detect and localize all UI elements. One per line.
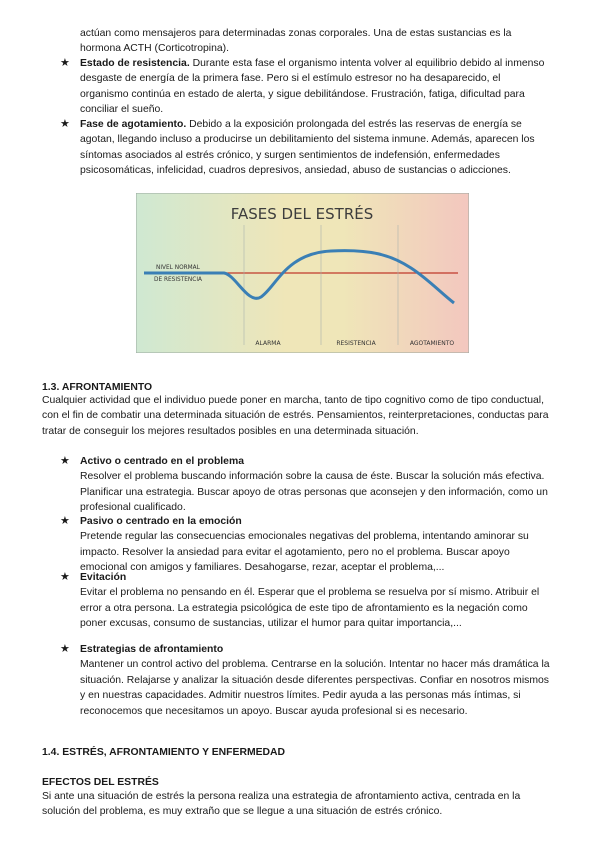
item-title: Pasivo o centrado en la emoción xyxy=(80,516,242,527)
item-text: Resolver el problema buscando información sobre la causa de éste. Buscar la solución más efectiva. Planificar una estrategia. Buscar apoyo de otras personas que aconsejen y den información, como un profesional cualificado. xyxy=(80,471,548,514)
diagram-title: FASES DEL ESTRÉS xyxy=(230,205,374,223)
efectos-paragraph: Si ante una situación de estrés la persona realiza una estrategia de afrontamiento activa, centrada en la solución del problema, es muy extraño que se llegue a una situación de estrés crónico. xyxy=(42,791,521,818)
item-title: Activo o centrado en el problema xyxy=(80,456,244,467)
star-bullet-icon: ★ xyxy=(60,571,70,583)
phase-title: Estado de resistencia. xyxy=(80,58,190,69)
item-title: Evitación xyxy=(80,572,127,583)
afrontamiento-item-evitacion xyxy=(60,570,550,632)
phase-label-resistencia: RESISTENCIA xyxy=(336,340,376,347)
star-bullet-icon: ★ xyxy=(60,643,70,655)
item-text: Mantener un control activo del problema. Centrarse en la solución. Intentar no hacer más dramática la situación. Relajarse y analizar la situación desde diferentes perspectivas. Confiar en nosotros mismos y en nuestras capacidades. Admitir nuestros límites. Pedir ayuda a las personas más íntimas, si reconocemos que necesitamos un apoyo. Buscar ayuda profesional si es necesario. xyxy=(80,659,550,717)
afrontamiento-item-activo xyxy=(60,454,550,516)
phase-item-resistencia xyxy=(60,56,550,118)
baseline-label-2: DE RESISTENCIA xyxy=(154,277,202,283)
phase-title: Fase de agotamiento. xyxy=(80,119,187,130)
phase-text: Durante esta fase el organismo intenta volver al equilibrio debido al inmenso desgaste de energía de la primera fase. Pero si el estímulo estresor no ha desaparecido, el organismo continúa en estado de alerta, y sigue debilitándose. Frustración, fatiga, dificultad para conciliar el sueño. xyxy=(80,58,545,116)
afrontamiento-item-estrategias xyxy=(60,642,550,719)
afrontamiento-intro: Cualquier actividad que el individuo puede poner en marcha, tanto de tipo cognitivo como de tipo conductual, con el fin de combatir una determinada situación de estrés. Pensamientos, reinterpretaciones, conductas para tratar de conseguir los mejores resultados posibles en una determinada situación. xyxy=(42,395,549,437)
star-bullet-icon: ★ xyxy=(60,515,70,527)
phase-label-agotamiento: AGOTAMIENTO xyxy=(409,340,455,347)
afrontamiento-item-pasivo xyxy=(60,514,550,576)
item-title: Estrategias de afrontamiento xyxy=(80,644,224,655)
section-heading-estres-afrontamiento-enfermedad: 1.4. ESTRÉS, AFRONTAMIENTO Y ENFERMEDAD xyxy=(42,747,286,758)
phase-item-agotamiento xyxy=(60,117,550,179)
section-heading-afrontamiento: 1.3. AFRONTAMIENTO xyxy=(42,382,153,393)
stress-phases-diagram xyxy=(136,193,469,353)
baseline-label-1: NIVEL NORMAL xyxy=(156,265,200,271)
star-bullet-icon: ★ xyxy=(60,118,70,130)
phase-label-alarma: ALARMA xyxy=(255,340,281,347)
intro-continuation: actúan como mensajeros para determinadas zonas corporales. Una de estas sustancias es la hormona ACTH (Corticotropina). xyxy=(80,28,512,55)
subheading-efectos-del-estres: EFECTOS DEL ESTRÉS xyxy=(42,777,159,788)
item-text: Pretende regular las consecuencias emocionales negativas del problema, intentando aminorar su impacto. Resolver la ansiedad para evitar el agotamiento, pero no el problema. Buscar apoyo emocional con amigos y familiares. Desahogarse, rezar, aceptar el problema,... xyxy=(80,531,529,574)
star-bullet-icon: ★ xyxy=(60,455,70,467)
stress-phases-svg xyxy=(136,193,469,353)
phase-text: Debido a la exposición prolongada del estrés las reservas de energía se agotan, llegando incluso a producirse un debilitamiento del sistema inmune. Además, aparecen los síntomas asociados al estrés crónico, y surgen sentimientos de indefensión, enfermedades psicosomáticas, infelicidad, cuadros depresivos, ansiedad, abuso de sustancias o adicciones. xyxy=(80,119,535,177)
item-text: Evitar el problema no pensando en él. Esperar que el problema se resuelva por sí mismo. Atribuir el error a otra persona. La estrategia psicológica de este tipo de afrontamiento es la negación como poner excusas, consumo de sustancias, utilizar el humor para quitar importancia,... xyxy=(80,587,540,630)
star-bullet-icon: ★ xyxy=(60,57,70,69)
